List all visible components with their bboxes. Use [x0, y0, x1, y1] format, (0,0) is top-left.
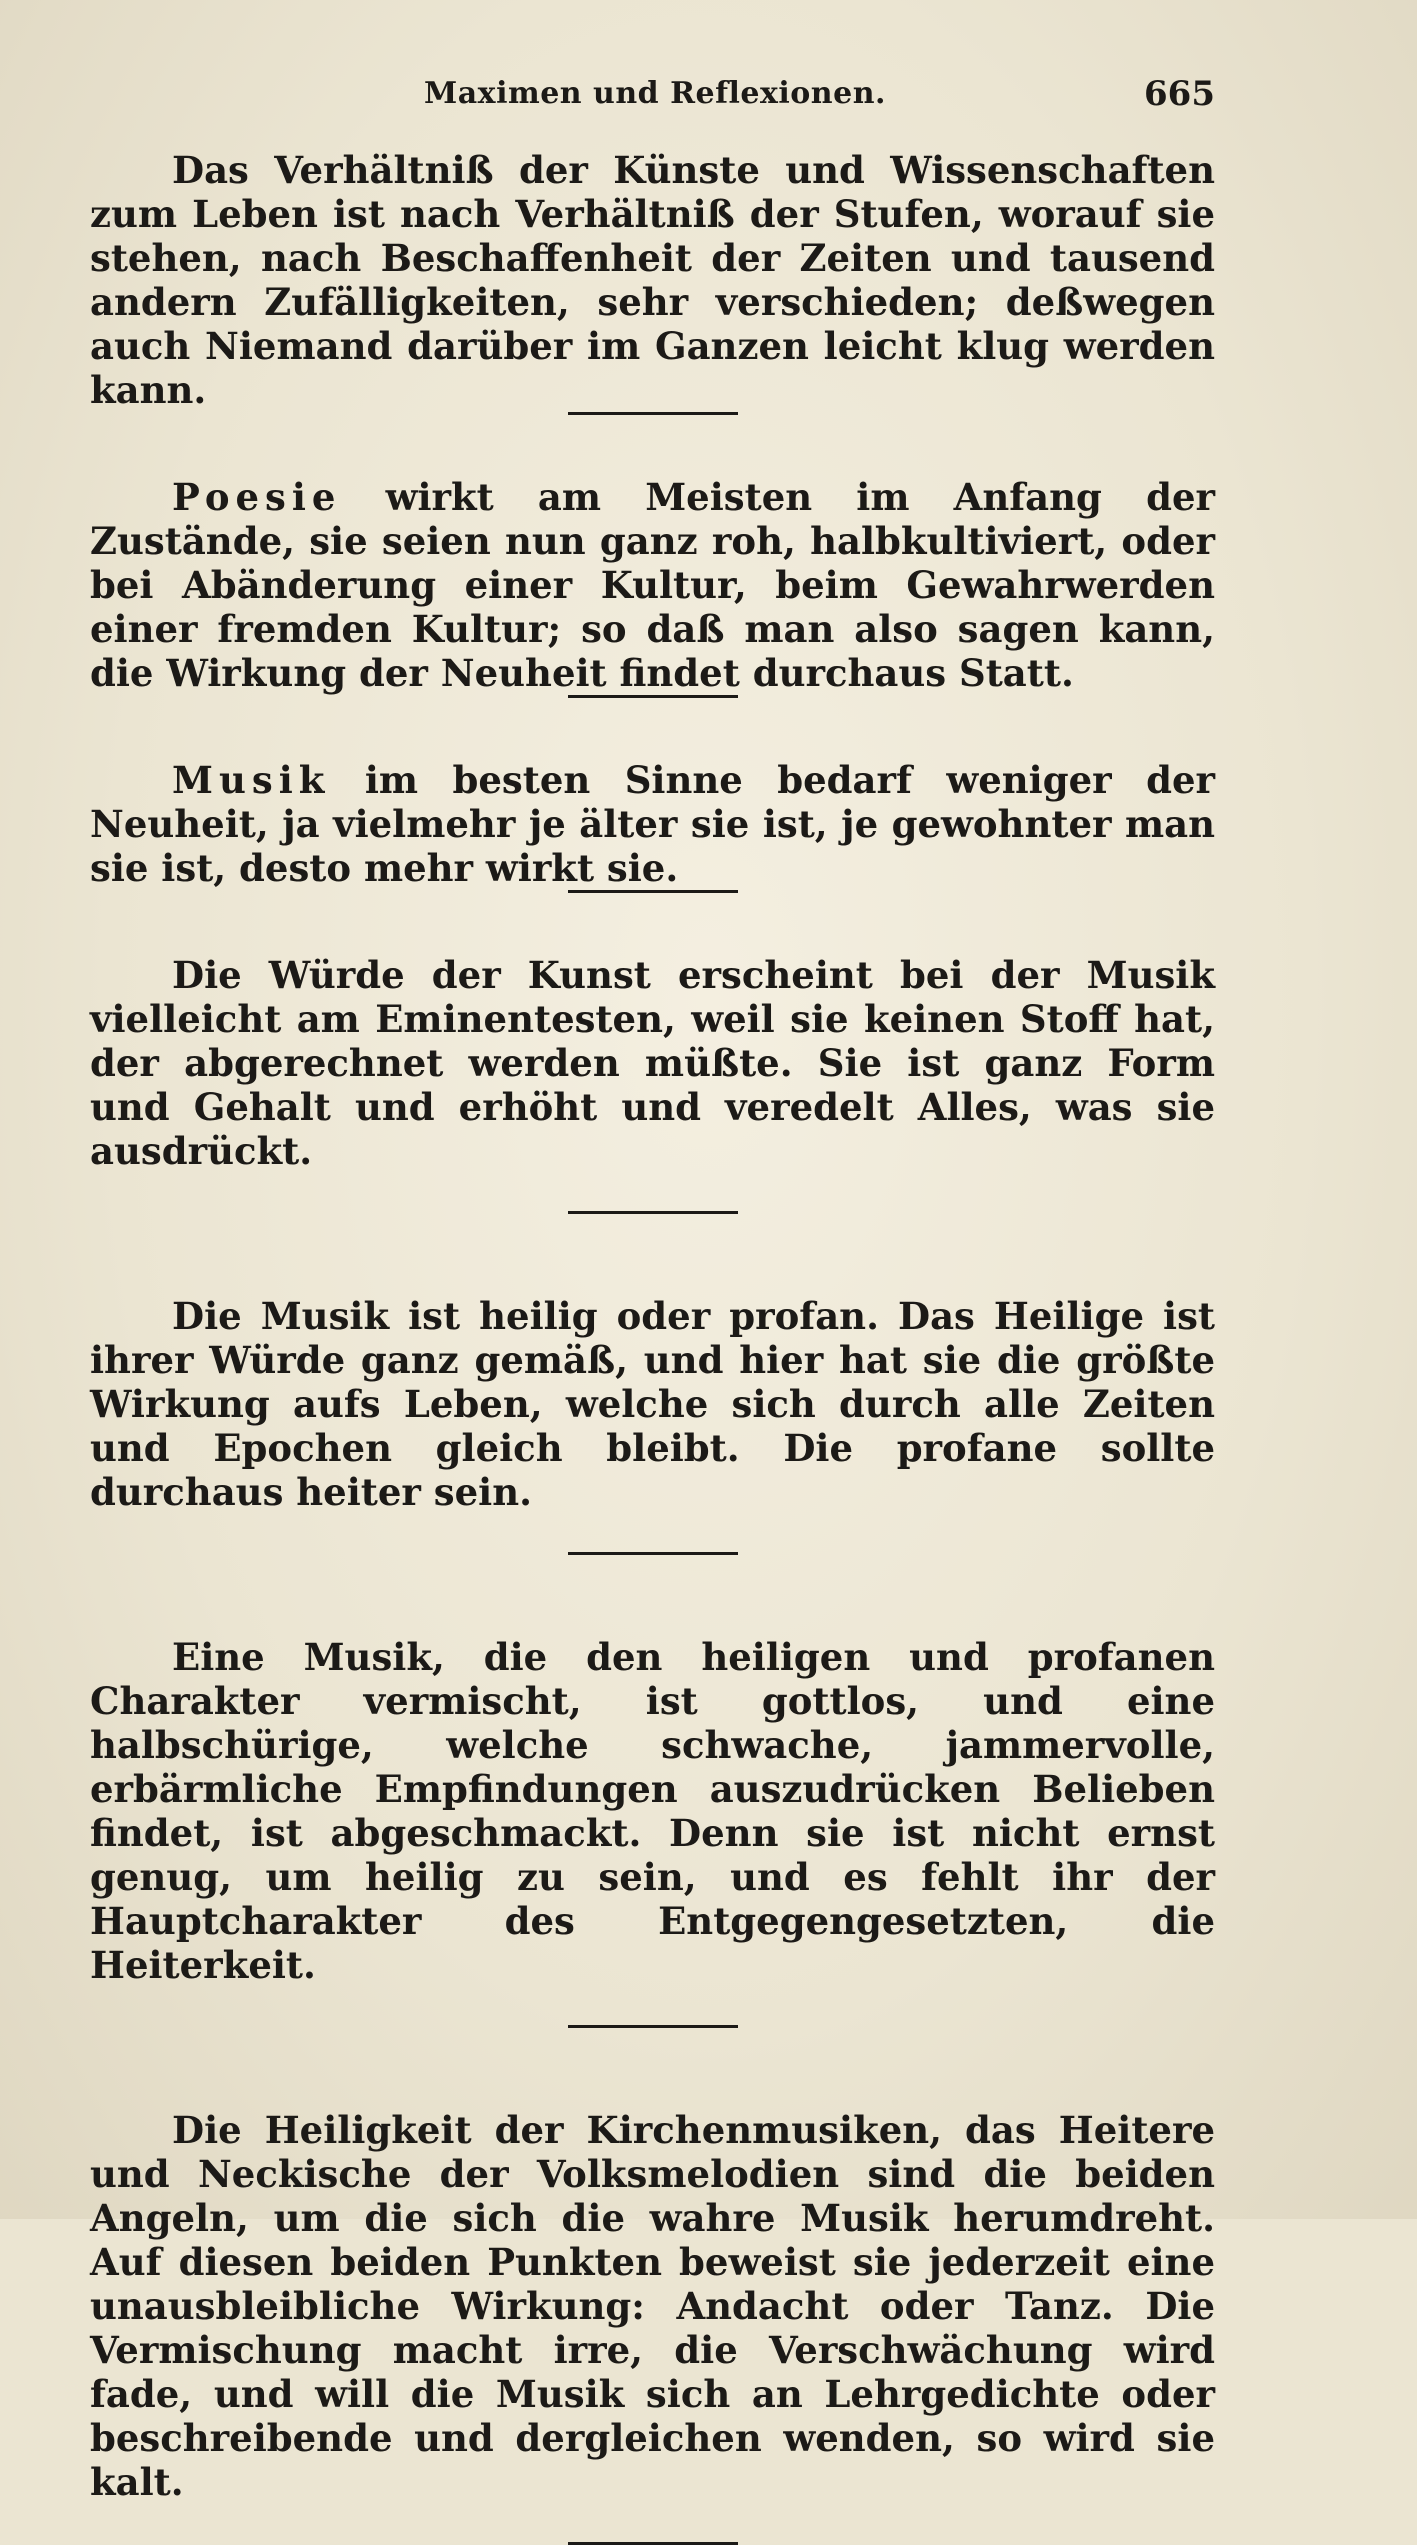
paragraph — [90, 475, 1215, 695]
paragraph — [90, 2108, 1215, 2504]
running-head — [95, 72, 1215, 116]
paragraph — [90, 758, 1215, 890]
paragraph-lead-word: Musik — [172, 758, 331, 802]
paragraph-text: Das Verhältniß der Künste und Wissenschaften zum Leben ist nach Verhältniß der Stufen, worauf sie stehen, nach Beschaffenheit der Zeiten und tausend andern Zufälligkeiten, sehr verschieden; deßwegen auch Niemand darüber im Ganzen leicht klug werden kann. — [90, 148, 1215, 412]
paragraph-text: Die Würde der Kunst erscheint bei der Musik vielleicht am Eminentesten, weil sie keinen Stoff hat, der abgerechnet werden müßte. Sie ist ganz Form und Gehalt und erhöht und veredelt Alles, was sie ausdrückt. — [90, 953, 1215, 1173]
paragraph — [90, 953, 1215, 1173]
paragraph — [90, 148, 1215, 412]
paragraph-text: Die Musik ist heilig oder profan. Das Heilige ist ihrer Würde ganz gemäß, und hier hat sie die größte Wirkung aufs Leben, welche sich durch alle Zeiten und Epochen gleich bleibt. Die profane sollte durchaus heiter sein. — [90, 1294, 1215, 1514]
page-number: 665 — [1144, 74, 1215, 114]
paragraph-text: im besten Sinne bedarf weniger der Neuheit, ja vielmehr je älter sie ist, je gewohnter man sie ist, desto mehr wirkt sie. — [90, 758, 1215, 890]
paragraph-lead-word: Poesie — [172, 475, 342, 519]
paragraph-text: Eine Musik, die den heiligen und profanen Charakter vermischt, ist gottlos, und eine halbschürige, welche schwache, jammervolle, erbärmliche Empfindungen auszudrücken Belieben findet, ist abgeschmackt. Denn sie ist nicht ernst genug, um heilig zu sein, und es fehlt ihr der Hauptcharakter des Entgegengesetzten, die Heiterkeit. — [90, 1635, 1215, 1987]
running-title: Maximen und Reflexionen. — [424, 76, 886, 111]
paragraph-text: wirkt am Meisten im Anfang der Zustände, sie seien nun ganz roh, halbkultiviert, oder bei Abänderung einer Kultur, beim Gewahrwerden einer fremden Kultur; so daß man also sagen kann, die Wirkung der Neuheit findet durchaus Statt. — [90, 475, 1215, 695]
paragraph-text: Die Heiligkeit der Kirchenmusiken, das Heitere und Neckische der Volksmelodien sind die beiden Angeln, um die sich die wahre Musik herumdreht. Auf diesen beiden Punkten beweist sie jederzeit eine unausbleibliche Wirkung: Andacht oder Tanz. Die Vermischung macht irre, die Verschwächung wird fade, und will die Musik sich an Lehrgedichte oder beschreibende und dergleichen wenden, so wird sie kalt. — [90, 2108, 1215, 2504]
paragraph — [90, 1635, 1215, 1987]
page-body — [90, 148, 1215, 2545]
paragraph — [90, 1294, 1215, 1514]
